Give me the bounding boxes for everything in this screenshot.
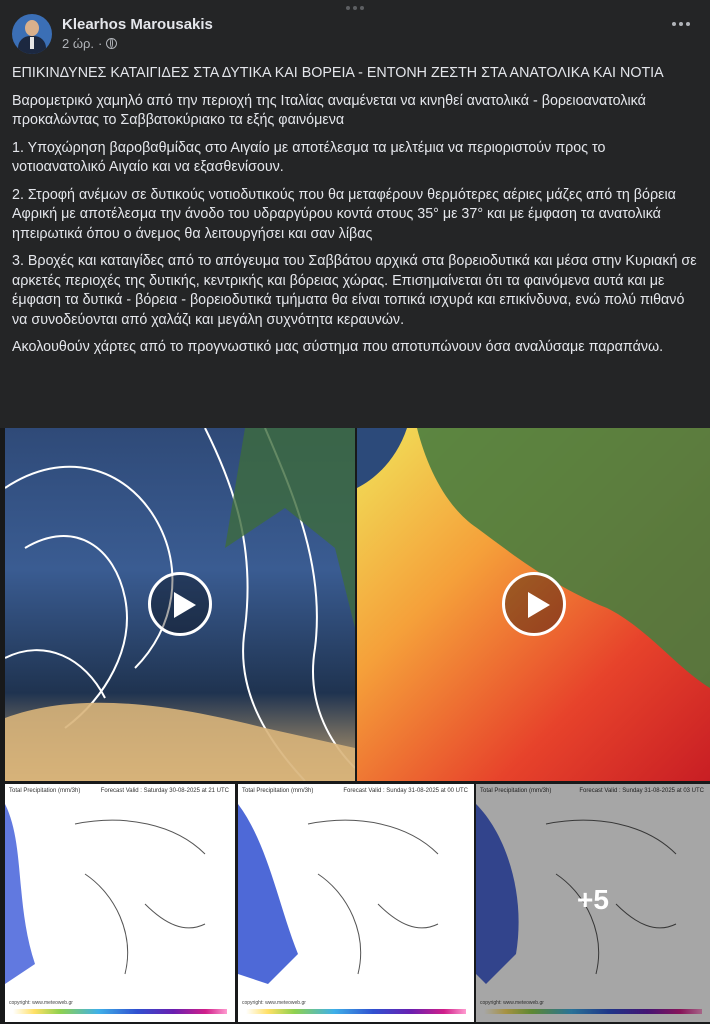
mini-map-title: Total Precipitation (mm/3h): [480, 788, 552, 794]
greece-outline-map: [238, 784, 474, 1022]
image-tile-greece-precip-3[interactable]: [476, 784, 710, 1022]
post-paragraph: 1. Υποχώρηση βαροβαθμίδας στο Αιγαίο με αποτέλεσμα τα μελτέμια να περιοριστούν προς το νοτιοανατολικό Αιγαίο και να εξασθενίσουν.: [12, 139, 606, 175]
avatar[interactable]: [12, 14, 52, 54]
color-scale: [246, 1009, 466, 1014]
post-paragraph: 2. Στροφή ανέμων σε δυτικούς νοτιοδυτικούς που θα μεταφέρουν θερμότερες αέριες μάζες από τη βόρεια Αφρική με αποτέλεσμα την άνοδο του υδραργύρου κοντά στους 35° με 37° και με έμφαση τα ανατολικά ηπειρωτικά όπου ο άνεμος θα λειτουργήσει και σαν λίβας: [12, 186, 676, 242]
mini-map-title: Total Precipitation (mm/3h): [242, 788, 314, 794]
mini-map-credit: copyright: www.meteoweb.gr: [480, 1000, 544, 1006]
mini-map-valid: Forecast Valid : Sunday 31-08-2025 at 00 UTC: [343, 788, 468, 794]
mini-map-credit: copyright: www.meteoweb.gr: [9, 1000, 73, 1006]
mini-map-title: Total Precipitation (mm/3h): [9, 788, 81, 794]
image-tile-greece-precip-2[interactable]: [238, 784, 474, 1022]
globe-icon[interactable]: [106, 38, 117, 49]
greece-outline-map: [5, 784, 235, 1022]
color-scale: [13, 1009, 227, 1014]
post-headline: ΕΠΙΚΙΝΔΥΝΕΣ ΚΑΤΑΙΓΙΔΕΣ ΣΤΑ ΔΥΤΙΚΑ ΚΑΙ ΒΟΡΕΙΑ - ΕΝΤΟΝΗ ΖΕΣΤΗ ΣΤΑ ΑΝΑΤΟΛΙΚΑ ΚΑΙ ΝΟΤΙΑ: [12, 65, 664, 81]
drag-handle[interactable]: [344, 6, 366, 12]
post-paragraph: Βαρομετρικό χαμηλό από την περιοχή της Ιταλίας αναμένεται να κινηθεί ανατολικά - βορειοανατολικά προκαλώντας το Σαββατοκύριακο τα εξής φαινόμενα: [12, 92, 646, 128]
post-paragraph: Ακολουθούν χάρτες από το προγνωστικό μας σύστημα που αποτυπώνουν όσα αναλύσαμε παραπάνω.: [12, 339, 664, 355]
video-tile-europe-temperature[interactable]: [357, 428, 710, 781]
mini-map-valid: Forecast Valid : Saturday 30-08-2025 at 21 UTC: [100, 788, 229, 794]
post-time[interactable]: 2 ώρ.: [62, 36, 94, 51]
more-photos-count[interactable]: +5: [577, 884, 609, 915]
post-header: [12, 14, 698, 56]
play-icon[interactable]: [502, 572, 566, 636]
image-tile-greece-precip-1[interactable]: [5, 784, 235, 1022]
post-paragraph: 3. Βροχές και καταιγίδες από το απόγευμα του Σαββάτου αρχικά στα βορειοδυτικά και μέσα στην Κυριακή σε αρκετές περιοχές της δυτικής, κεντρικής και βόρειας χώρας. Επισημαίνεται ότι τα φαινόμενα αυτά και με έμφαση τα δυτικά - βόρεια - βορειοδυτικά τμήματα θα είναι τοπικά ισχυρά και επικίνδυνα, ενώ πολύ πιθανό να συνοδεύονται από χαλάζι και μεγάλη συχνότητα κεραυνών.: [12, 253, 697, 328]
video-tile-europe-radar[interactable]: [5, 428, 355, 781]
dot-separator: ·: [98, 36, 103, 51]
more-options-icon[interactable]: [672, 22, 690, 26]
play-icon[interactable]: [148, 572, 212, 636]
post-text: [12, 64, 700, 366]
author-name[interactable]: Klearhos Marousakis: [62, 16, 213, 33]
mini-map-credit: copyright: www.meteoweb.gr: [242, 1000, 306, 1006]
media-grid: [0, 428, 710, 1024]
mini-map-valid: Forecast Valid : Sunday 31-08-2025 at 03 UTC: [579, 788, 704, 794]
post-meta: [62, 36, 117, 51]
